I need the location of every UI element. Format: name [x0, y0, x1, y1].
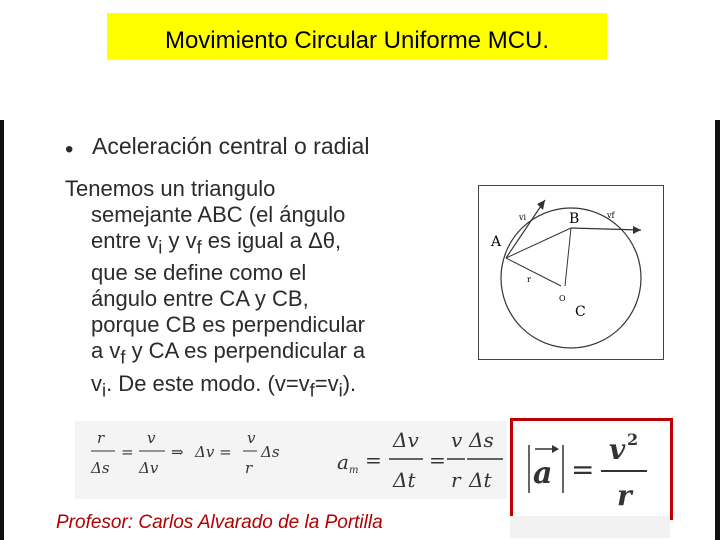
l7-post: y CA es perpendicular a [125, 338, 366, 364]
l8-sub2: f [309, 379, 315, 401]
f2-lhs-sub: m [349, 465, 359, 476]
f1-res-den: r [245, 459, 253, 477]
f2-eq: = [365, 448, 382, 472]
vf-arrowhead [633, 226, 641, 234]
boxed-eq: = [571, 453, 595, 486]
l8-post: ). [342, 370, 357, 396]
para-line-5: ángulo entre CA y CB, [91, 286, 309, 312]
l3-mid: y v [162, 228, 197, 253]
left-border [0, 120, 4, 540]
f2-v: v [451, 428, 463, 452]
label-O: O [559, 294, 566, 303]
l3-sub2: f [196, 236, 202, 258]
boxed-den: r [617, 479, 632, 512]
bullet-symbol: • [65, 136, 74, 163]
formula-svg [75, 421, 507, 499]
label-C: C [575, 304, 586, 320]
f2-dt: Δt [469, 468, 492, 492]
f1-eq: = [121, 443, 134, 461]
f2-ds: Δs [469, 428, 494, 452]
l8-mid2: =v [314, 370, 339, 396]
para-line-8 [65, 371, 405, 403]
l3-pre: entre v [91, 228, 159, 253]
vector-arrow-head [552, 445, 559, 453]
label-r: r [527, 275, 531, 284]
l8-pre: v [91, 370, 102, 396]
boxed-exp: 2 [627, 430, 639, 449]
radius-CB [565, 228, 571, 286]
label-vi: vi [519, 213, 527, 222]
f1-res-num: v [247, 429, 256, 447]
footer-strip [510, 516, 670, 538]
para-line-6: porque CB es perpendicular [91, 312, 365, 338]
f1-result: Δv = [195, 443, 232, 461]
slide-title [107, 13, 607, 60]
f1-lhs-num: r [97, 429, 105, 447]
title-text: Movimiento Circular Uniforme MCU. [164, 27, 550, 54]
l7-sub: f [120, 346, 126, 368]
boxed-num: v [609, 433, 626, 466]
label-A: A [491, 234, 502, 250]
bullet-heading: Aceleración central o radial [92, 133, 370, 159]
f2-eq2: = [429, 448, 446, 472]
f1-res-tail: Δs [261, 443, 280, 461]
explanation-paragraph [65, 176, 405, 403]
boxed-formula [510, 418, 673, 520]
f2-lhs: a [337, 450, 349, 474]
boxed-lhs: a [533, 456, 553, 491]
f2-num: Δv [393, 428, 419, 452]
label-vf: vf [607, 211, 615, 220]
l7-pre: a v [91, 338, 121, 364]
f1-rhs-den: Δv [139, 459, 159, 477]
l3-sub1: i [158, 236, 163, 258]
f1-rhs-num: v [147, 429, 156, 447]
para-line-4: que se define como el [91, 260, 307, 286]
para-line-7 [65, 338, 405, 370]
right-border [715, 120, 720, 540]
para-line-2: semejante ABC (el ángulo [91, 202, 346, 227]
l8-mid: . De este modo. (v=v [106, 370, 310, 396]
radius-CA [506, 258, 561, 286]
para-line-3 [65, 228, 405, 260]
l3-post: es igual a Δθ, [201, 228, 342, 253]
circle-diagram [478, 185, 664, 360]
f2-r: r [451, 468, 461, 492]
vector-vf [571, 228, 641, 230]
footer-author: Profesor: Carlos Alvarado de la Portilla [56, 512, 383, 533]
l8-sub3: i [338, 379, 343, 401]
label-B: B [569, 211, 580, 227]
f2-den: Δt [393, 468, 416, 492]
formula-strip [75, 421, 507, 499]
vi-arrowhead [537, 200, 545, 210]
boxed-svg [513, 421, 670, 517]
f1-lhs-den: Δs [91, 459, 110, 477]
l8-sub1: i [102, 379, 107, 401]
para-line-1: Tenemos un triangulo [65, 176, 276, 201]
diagram-svg [479, 186, 663, 359]
f1-arrow: ⇒ [171, 443, 184, 461]
